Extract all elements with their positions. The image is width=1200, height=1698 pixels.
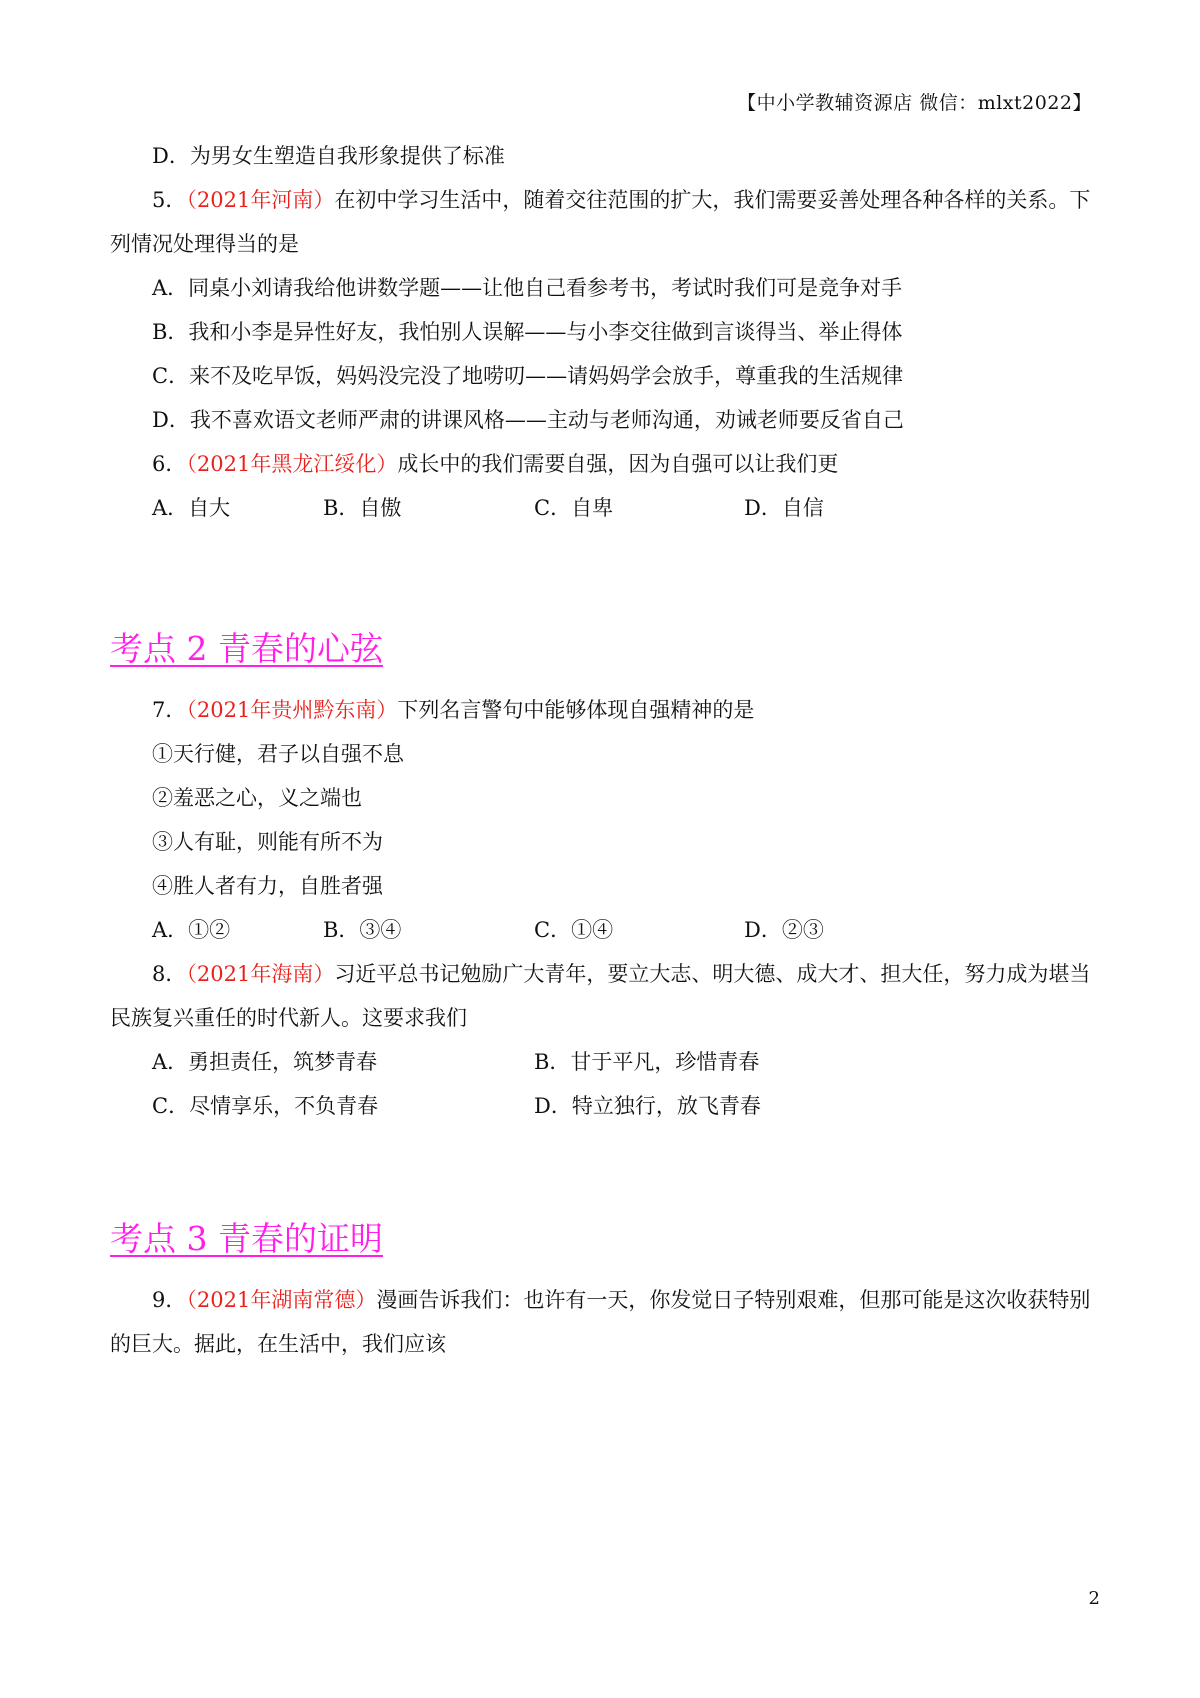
q5-stem bbox=[152, 190, 1090, 211]
q6-option-b: B．自傲 bbox=[323, 496, 402, 520]
q6-number: 6． bbox=[152, 452, 187, 476]
q5-stem-line1: 在初中学习生活中，随着交往范围的扩大，我们需要妥善处理各种各样的关系。下 bbox=[334, 188, 1091, 212]
q5-option-b: B．我和小李是异性好友，我怕别人误解——与小李交往做到言谈得当、举止得体 bbox=[152, 320, 903, 344]
q5-number: 5． bbox=[152, 188, 187, 212]
q8-option-a: A．勇担责任，筑梦青春 bbox=[152, 1050, 378, 1074]
q7-source: （2021年贵州黔东南） bbox=[186, 698, 398, 722]
q7-item-4: ④胜人者有力，自胜者强 bbox=[152, 874, 383, 898]
section-title-3: 考点 3 青春的证明 bbox=[110, 1219, 383, 1258]
q8-source: （2021年海南） bbox=[186, 962, 335, 986]
q8-option-c: C．尽情享乐，不负青春 bbox=[152, 1094, 379, 1118]
q6-option-a: A．自大 bbox=[152, 496, 231, 520]
q7-item-2: ②羞恶之心，义之端也 bbox=[152, 786, 362, 810]
q9-source: （2021年湖南常德） bbox=[186, 1288, 377, 1312]
q7-option-d: D．②③ bbox=[744, 918, 824, 942]
q8-option-d: D．特立独行，放飞青春 bbox=[534, 1094, 761, 1118]
q8-stem-line2: 民族复兴重任的时代新人。这要求我们 bbox=[110, 1006, 467, 1030]
q8-stem-line1: 习近平总书记勉励广大青年，要立大志、明大德、成大才、担大任，努力成为堪当 bbox=[334, 962, 1091, 986]
q8-number: 8． bbox=[152, 962, 187, 986]
q8-option-b: B．甘于平凡，珍惜青春 bbox=[534, 1050, 760, 1074]
q6-option-d: D．自信 bbox=[744, 496, 824, 520]
header-note: 【中小学教辅资源店 微信：mlxt2022】 bbox=[737, 92, 1092, 114]
q7-option-c: C．①④ bbox=[534, 918, 614, 942]
q7-item-3: ③人有耻，则能有所不为 bbox=[152, 830, 383, 854]
q9-stem-line1: 漫画告诉我们：也许有一天，你发觉日子特别艰难，但那可能是这次收获特别 bbox=[376, 1288, 1091, 1312]
q5-option-d: D．我不喜欢语文老师严肃的讲课风格——主动与老师沟通，劝诫老师要反省自己 bbox=[152, 408, 904, 432]
q5-option-a: A．同桌小刘请我给他讲数学题——让他自己看参考书，考试时我们可是竞争对手 bbox=[152, 276, 903, 300]
q6-option-c: C．自卑 bbox=[534, 496, 614, 520]
q7-stem-text: 下列名言警句中能够体现自强精神的是 bbox=[397, 698, 755, 722]
q7-item-1: ①天行健，君子以自强不息 bbox=[152, 742, 404, 766]
q5-option-c: C．来不及吃早饭，妈妈没完没了地唠叨——请妈妈学会放手，尊重我的生活规律 bbox=[152, 364, 904, 388]
q6-stem-text: 成长中的我们需要自强，因为自强可以让我们更 bbox=[397, 452, 839, 476]
q5-stem-line2: 列情况处理得当的是 bbox=[110, 232, 299, 256]
q6-stem bbox=[152, 454, 838, 475]
section-title-2: 考点 2 青春的心弦 bbox=[110, 629, 383, 668]
q8-stem bbox=[152, 964, 1090, 985]
q7-stem bbox=[152, 700, 754, 721]
q6-source: （2021年黑龙江绥化） bbox=[186, 452, 398, 476]
q5-source: （2021年河南） bbox=[186, 188, 335, 212]
q9-stem bbox=[152, 1290, 1090, 1311]
q9-stem-line2: 的巨大。据此，在生活中，我们应该 bbox=[110, 1332, 446, 1356]
q7-option-a: A．①② bbox=[152, 918, 231, 942]
page-number: 2 bbox=[1088, 1588, 1100, 1609]
q7-number: 7． bbox=[152, 698, 187, 722]
q4-option-d: D．为男女生塑造自我形象提供了标准 bbox=[152, 144, 505, 168]
q7-option-b: B．③④ bbox=[323, 918, 402, 942]
q9-number: 9． bbox=[152, 1288, 187, 1312]
